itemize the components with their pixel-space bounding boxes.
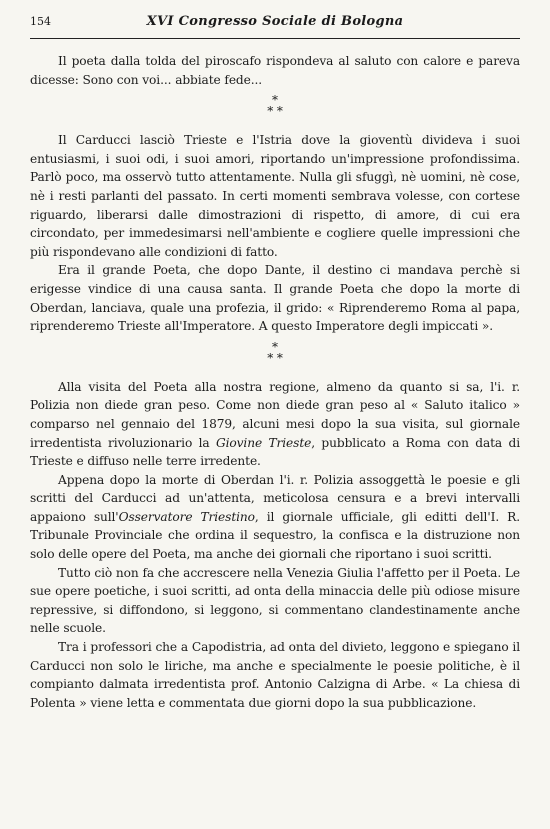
paragraph — [30, 471, 520, 564]
newspaper-title: Osservatore Triestino — [118, 509, 255, 524]
separator-star-top: * — [272, 93, 278, 108]
body-text — [30, 52, 520, 712]
section-separator — [30, 339, 520, 370]
separator-star-bottom: * * — [267, 350, 283, 365]
paragraph: Il Carducci lasciò Trieste e l'Istria dove la gioventù divideva i suoi entusiasmi, i suoi odi, i suoi amori, riportando un'impressione profondissima. Parlò poco, ma osservò tutto attentamente. Nulla gli sfuggì, nè uomini, nè cose, nè i resti parlanti del passato. In certi momenti sembrava volesse, con cortese riguardo, liberarsi dalle dimostrazioni di rispetto, di amore, di cui era circondato, per immedesimarsi nell'ambiente e cogliere quelle impressioni che più rispondevano alle condizioni di fatto. — [30, 133, 520, 259]
running-title: XVI Congresso Sociale di Bologna — [146, 14, 404, 29]
page-number: 154 — [30, 15, 51, 28]
newspaper-title: Giovine Trieste — [215, 435, 312, 450]
separator-star-bottom: * * — [267, 104, 283, 119]
section-separator — [30, 95, 520, 123]
paragraph-text: , il giornale ufficiale, gli editti dell'I. R. Tribunale Provinciale che ordina il sequestro, la confisca e la distruzione non solo delle opere del Poeta, ma anche dei giornali che riportano i suoi scritti. — [30, 509, 520, 562]
paragraph: Tra i professori che a Capodistria, ad onta del divieto, leggono e spiegano il Carducci non solo le liriche, ma anche e specialmente le poesie politiche, è il compianto dalmata irredentista prof. Antonio Calzigna di Arbe. « La chiesa di Polenta » viene letta e commentata due giorni dopo la sua pubblicazione. — [30, 640, 520, 710]
paragraph: Era il grande Poeta, che dopo Dante, il destino ci mandava perchè si erigesse vindice di una causa santa. Il grande Poeta che dopo la morte di Oberdan, lanciava, quale una profezia, il grido: « Riprenderemo Roma al papa, riprenderemo Trieste all'Imperatore. A questo Imperatore degli impiccati ». — [30, 263, 520, 334]
paragraph-text: Appena dopo la morte di Oberdan l'i. r. Polizia assoggettà le poesie e gli scritti del Carducci ad un'attenta, meticolosa censura e a brevi intervalli appaiono sull' — [30, 472, 520, 524]
paragraph: Il poeta dalla tolda del piroscafo rispondeva al saluto con calore e pareva dicesse: Sono con voi... abbiate fede... — [30, 54, 520, 87]
separator-star-top: * — [272, 339, 278, 354]
paragraph: Tutto ciò non fa che accrescere nella Venezia Giulia l'affetto per il Poeta. Le sue opere poetiche, i suoi scritti, ad onta della minaccia delle più odiose misure repressive, si diffondono, si leggono, si commentano clandestinamente anche nelle scuole. — [30, 565, 520, 636]
paragraph — [30, 378, 520, 471]
paragraph-text: Alla visita del Poeta alla nostra regione, almeno da quanto si sa, l'i. r. Polizia non diede gran peso. Come non diede gran peso al « Saluto italico » comparso nel gennaio del 1879, alcuni mesi dopo la sua visita, sul giornale irredentista rivoluzionario la — [30, 379, 520, 450]
paragraph-text: , pubblicato a Roma con data di Trieste e diffuso nelle terre irredente. — [30, 435, 520, 469]
page-header — [30, 14, 520, 39]
